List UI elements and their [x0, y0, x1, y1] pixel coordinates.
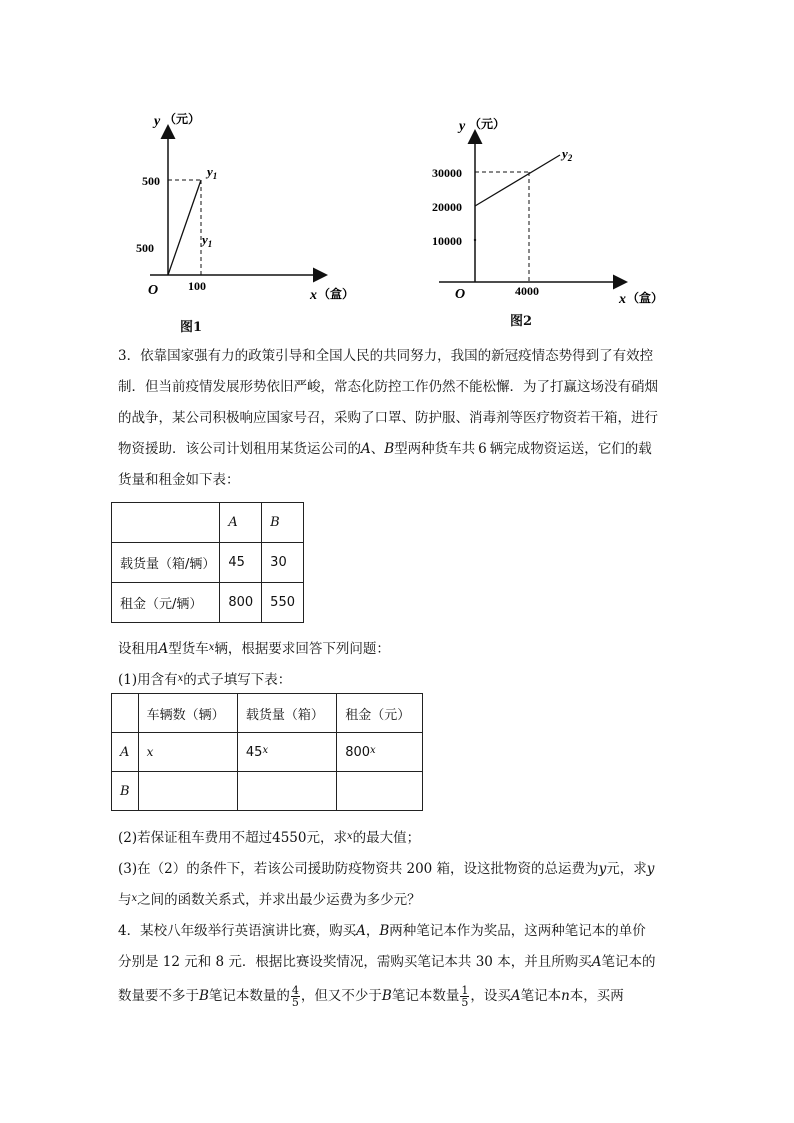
fig2-origin: O [455, 287, 466, 302]
table-cell: 租金（元） [337, 694, 423, 733]
table-row [112, 503, 304, 543]
q4-line-1: 4．某校八年级举行英语演讲比赛，购买A，B两种笔记本作为奖品，这两种笔记本的单价 [118, 923, 646, 939]
fig2-y-label: y [459, 119, 466, 134]
table-cell [112, 694, 139, 733]
fig1-x-label: x [310, 288, 317, 303]
figure-2-caption: 图2 [510, 314, 533, 329]
table-cell: 租金（元/辆） [112, 583, 220, 623]
fig1-line-label-mid: $y_1$ [202, 232, 213, 249]
table-cell: 800$^x$ [337, 733, 423, 772]
table-cell [237, 772, 336, 811]
table-cell: B [262, 503, 304, 543]
table-cell: 800 [220, 583, 262, 623]
q3-line-2: 制．但当前疫情发展形势依旧严峻，常态化防控工作仍然不能松懈．为了打赢这场没有硝烟 [118, 379, 658, 395]
fig2-tick-y-2: 20000 [432, 200, 462, 214]
fig2-tick-y-3: 10000 [432, 234, 462, 248]
table-cell: 载货量（箱） [237, 694, 336, 733]
table-cell: 550 [262, 583, 304, 623]
fig1-origin: O [148, 283, 159, 298]
q3-subquestion-1: (1)用含有$^x$的式子填写下表： [118, 672, 292, 688]
fraction-four-fifths: $\frac{4}{5}$ [291, 984, 299, 1009]
fill-in-table [111, 693, 423, 811]
fig2-x-unit: （盒） [627, 291, 664, 305]
q3-line-5: 货量和租金如下表： [118, 472, 240, 488]
table-row [112, 543, 304, 583]
fig1-x-unit: （盒） [318, 287, 355, 301]
cargo-rent-table [111, 502, 304, 623]
fig2-tick-y-1: 30000 [432, 166, 462, 180]
table-cell [138, 772, 237, 811]
q4-line-2: 分别是 12 元和 8 元．根据比赛设奖情况，需购买笔记本共 30 本，并且所购买A笔记本的 [118, 954, 656, 970]
fig2-line-label: $y_2$ [562, 146, 573, 163]
table-cell: 载货量（箱/辆） [112, 543, 220, 583]
table-cell: A [220, 503, 262, 543]
fraction-one-fifth: $\frac{1}{5}$ [461, 984, 469, 1009]
q3-set-line: 设租用A型货车$^x$辆，根据要求回答下列问题： [118, 641, 390, 657]
fig1-tick-y-top: 500 [142, 174, 160, 188]
q3-line-1: 3．依靠国家强有力的政策引导和全国人民的共同努力，我国的新冠疫情态势得到了有效控 [118, 348, 654, 364]
q3-subquestion-3-line-1: (3)在（2）的条件下，若该公司援助防疫物资共 200 箱，设这批物资的总运费为y元，求y [118, 861, 655, 877]
fig1-tick-x: 100 [188, 279, 206, 293]
table-cell [337, 772, 423, 811]
table-cell: x [138, 733, 237, 772]
fig1-line-label-top: $y_1$ [207, 164, 218, 181]
table-cell [112, 503, 220, 543]
fig2-y-unit: （元） [469, 117, 506, 131]
table-row [112, 733, 423, 772]
q4-line-3: 数量要不多于B笔记本数量的 $\frac{4}{5}$ ，但又不少于B笔记本数量 $\frac{1}{5}$ ，设买A笔记本n本，买两 [118, 984, 624, 1009]
fig2-tick-x: 4000 [515, 284, 539, 298]
table-row [112, 694, 423, 733]
table-cell: B [112, 772, 139, 811]
fig1-y-unit: （元） [164, 112, 201, 126]
table-cell: 45$^x$ [237, 733, 336, 772]
table-row [112, 772, 423, 811]
q3-subquestion-2: (2)若保证租车费用不超过4550元，求$^x$的最大值； [118, 830, 421, 846]
fig1-line-y1 [168, 180, 201, 275]
table-row [112, 583, 304, 623]
fig2-tick-dot [474, 239, 476, 241]
q3-subquestion-3-line-2: 与$^x$之间的函数关系式，并求出最少运费为多少元？ [118, 892, 421, 908]
q3-line-3: 的战争，某公司积极响应国家号召，采购了口罩、防护服、消毒剂等医疗物资若干箱，进行 [118, 410, 658, 426]
fig2-x-label: x [619, 292, 626, 307]
table-cell: A [112, 733, 139, 772]
question-3-paragraph [118, 341, 678, 496]
table-cell: 45 [220, 543, 262, 583]
fig2-line-y2 [475, 155, 560, 206]
fig1-tick-y-mid: 500 [136, 241, 154, 255]
table-cell: 车辆数（辆） [138, 694, 237, 733]
q3-line-4: 物资援助．该公司计划租用某货运公司的A、B型两种货车共 6 辆完成物资运送，它们的载 [118, 441, 652, 457]
figure-1-caption: 图1 [180, 320, 203, 335]
figure-2-graph [425, 110, 675, 310]
figure-1-graph [130, 105, 355, 305]
fig1-y-label: y [154, 114, 161, 129]
table-cell: 30 [262, 543, 304, 583]
